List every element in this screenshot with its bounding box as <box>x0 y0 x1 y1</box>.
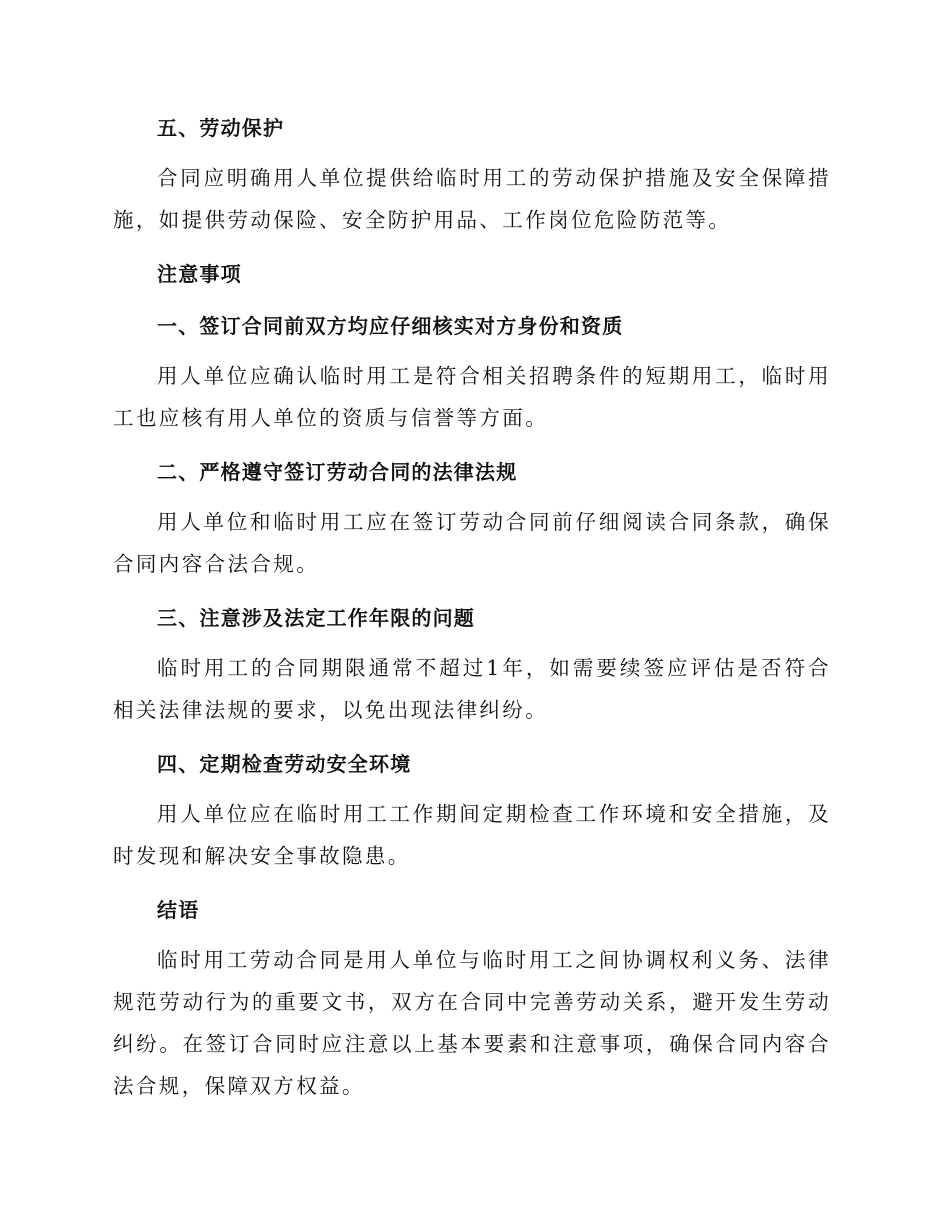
paragraph-verify-identity: 用人单位应确认临时用工是符合相关招聘条件的短期用工，临时用工也应核有用人单位的资质与信誉等方面。 <box>113 364 831 430</box>
paragraph-conclusion: 临时用工劳动合同是用人单位与临时用工之间协调权利义务、法律规范劳动行为的重要文书，双方在合同中完善劳动关系，避开发生劳动纠纷。在签订合同时应注意以上基本要素和注意事项，确保合同内容合法合规，保障双方权益。 <box>113 948 831 1098</box>
section-heading-work-term: 三、注意涉及法定工作年限的问题 <box>157 606 475 630</box>
section-heading-notes: 注意事项 <box>157 262 242 286</box>
section-heading-labor-protection: 五、劳动保护 <box>157 116 285 140</box>
section-heading-comply-laws: 二、严格遵守签订劳动合同的法律法规 <box>157 460 518 484</box>
section-heading-conclusion: 结语 <box>157 898 200 922</box>
section-heading-safety-check: 四、定期检查劳动安全环境 <box>157 752 412 776</box>
paragraph-safety-check: 用人单位应在临时用工工作期间定期检查工作环境和安全措施，及时发现和解决安全事故隐患。 <box>113 802 831 868</box>
paragraph-labor-protection: 合同应明确用人单位提供给临时用工的劳动保护措施及安全保障措施，如提供劳动保险、安全防护用品、工作岗位危险防范等。 <box>113 166 831 232</box>
section-heading-verify-identity: 一、签订合同前双方均应仔细核实对方身份和资质 <box>157 314 624 338</box>
paragraph-work-term: 临时用工的合同期限通常不超过1年，如需要续签应评估是否符合相关法律法规的要求，以免出现法律纠纷。 <box>113 656 831 722</box>
paragraph-comply-laws: 用人单位和临时用工应在签订劳动合同前仔细阅读合同条款，确保合同内容合法合规。 <box>113 510 831 576</box>
